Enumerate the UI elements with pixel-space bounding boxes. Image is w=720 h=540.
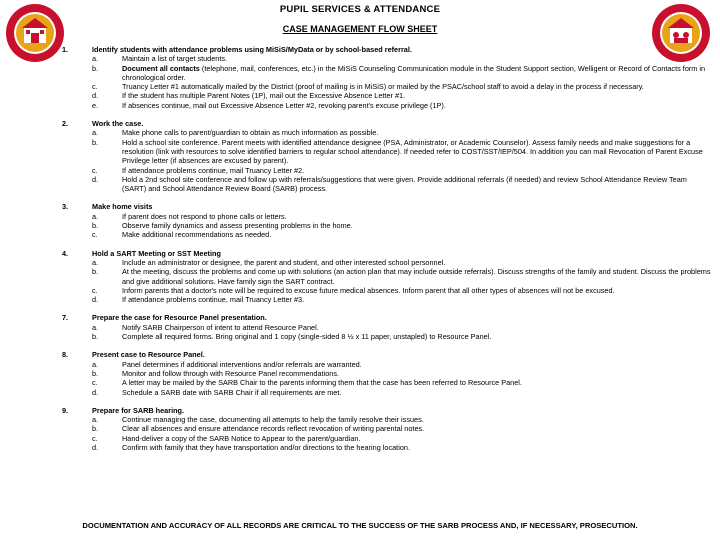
item-text: At the meeting, discuss the problems and come up with solutions (an action plan that may include outside referrals). Discuss strengths of the family and student. Discuss the problems and give additional solutions. Have family sign the SART contract. (122, 267, 711, 286)
item-text: If absences continue, mail out Excessive Absence Letter #2, revoking parent's excuse privilege (1P). (122, 100, 446, 110)
item-text: If parent does not respond to phone calls or letters. (122, 211, 287, 221)
step-number: 7. (62, 313, 69, 323)
step-title: Work the case. (92, 119, 144, 129)
step-3 (62, 202, 712, 239)
list-item (62, 369, 712, 378)
list-item (62, 360, 712, 369)
step-7 (62, 313, 712, 341)
item-letter: d. (92, 295, 99, 305)
item-text: Include an administrator or designee, the parent and student, and other interested school personnel. (122, 257, 446, 267)
list-item (62, 295, 712, 304)
list-item (62, 286, 712, 295)
list-item (62, 166, 712, 175)
document-title: PUPIL SERVICES & ATTENDANCE (279, 4, 441, 15)
step-title: Hold a SART Meeting or SST Meeting (92, 248, 221, 258)
list-item (62, 212, 712, 221)
item-emphasis: Document all contacts (122, 63, 200, 73)
item-letter: a. (92, 257, 99, 267)
item-text: If attendance problems continue, mail Truancy Letter #2. (122, 165, 305, 175)
item-letter: d. (92, 387, 99, 397)
item-text: Clear all absences and ensure attendance records reflect revocation of writing parental notes. (122, 424, 425, 434)
item-text: Monitor and follow through with Resource Panel recommendations. (122, 368, 339, 378)
step-1 (62, 45, 712, 110)
item-text: Notify SARB Chairperson of intent to attend Resource Panel. (122, 322, 319, 332)
item-text: Inform parents that a doctor's note will be required to excuse future medical absences. Inform parent that all other types of absences will not be excused. (122, 285, 615, 295)
list-item (62, 332, 712, 341)
list-item (62, 54, 712, 63)
list-item (62, 230, 712, 239)
step-number: 9. (62, 405, 69, 415)
item-letter: b. (92, 424, 99, 434)
list-item (62, 424, 712, 433)
item-letter: a. (92, 211, 99, 221)
item-text: Maintain a list of target students. (122, 54, 228, 64)
list-item (62, 82, 712, 91)
list-item (62, 64, 712, 83)
step-number: 3. (62, 202, 69, 212)
document-subtitle: CASE MANAGEMENT FLOW SHEET (282, 24, 438, 34)
list-item (62, 434, 712, 443)
item-letter: c. (92, 82, 98, 92)
list-item (62, 415, 712, 424)
list-item (62, 323, 712, 332)
step-4 (62, 249, 712, 305)
item-letter: b. (92, 137, 99, 147)
item-text: Make phone calls to parent/guardian to obtain as much information as possible. (122, 128, 379, 138)
item-letter: d. (92, 91, 99, 101)
item-text: Hand-deliver a copy of the SARB Notice to Appear to the parent/guardian. (122, 433, 361, 443)
item-letter: b. (92, 332, 99, 342)
item-text: Make additional recommendations as needed. (122, 230, 272, 240)
list-item (62, 101, 712, 110)
item-letter: b. (92, 221, 99, 231)
list-item (62, 91, 712, 100)
item-letter: c. (92, 230, 98, 240)
item-letter: c. (92, 378, 98, 388)
item-letter: a. (92, 415, 99, 425)
item-letter: b. (92, 368, 99, 378)
step-2 (62, 119, 712, 193)
item-text: Confirm with family that they have transportation and/or directions to the hearing location. (122, 442, 410, 452)
item-letter: e. (92, 100, 99, 110)
item-text: Truancy Letter #1 automatically mailed by the District (proof of mailing is in MiSiS) or mailed by the PSAC/school staff to avoid a delay in the process if necessary. (122, 82, 644, 92)
item-text: Panel determines if additional interventions and/or referrals are warranted. (122, 359, 362, 369)
step-title: Identify students with attendance problems using MiSiS/MyData or by school-based referral. (92, 45, 412, 54)
item-text: (telephone, mail, conferences, etc.) in the MiSiS Counseling Communication module in the Student Support section, Welligent or Record of Contacts form in chronological order. (122, 63, 706, 82)
item-text: Observe family dynamics and assess presenting problems in the home. (122, 221, 353, 231)
item-text: If the student has multiple Parent Notes (1P), mail out the Excessive Absence Letter #1. (122, 91, 406, 101)
step-number: 1. (62, 45, 69, 54)
list-item (62, 267, 712, 286)
item-text: Hold a 2nd school site conference and follow up with referrals/suggestions that were given. Provide additional referrals (if needed) and review School Attendance Review Team (SART) and School Attendance Review Board (SARB) process. (122, 174, 687, 194)
item-letter: b. (92, 267, 99, 277)
list-item (62, 128, 712, 137)
item-text: If attendance problems continue, mail Truancy Letter #3. (122, 295, 305, 305)
step-title: Prepare for SARB hearing. (92, 405, 185, 415)
item-letter: a. (92, 359, 99, 369)
step-number: 4. (62, 248, 69, 258)
item-text: Hold a school site conference. Parent meets with identified attendance designee (PSA, Administrator, or Academic Counselor). Assess family needs and make suggestions for a resolution (link with resources to solve identified barriers to regular school attendance). If needed refer to COST/SST/IEP/504. In addition you can mail Revocation of Parent Excuse Privilege letter (if absences are excused by parent). (122, 137, 703, 166)
list-item (62, 443, 712, 452)
item-letter: b. (92, 63, 99, 73)
documentation-notice: DOCUMENTATION AND ACCURACY OF ALL RECORDS ARE CRITICAL TO THE SUCCESS OF THE SARB PROCESS AND, IF NECESSARY, PROSECUTION. (82, 521, 638, 530)
step-number: 2. (62, 119, 69, 129)
list-item (62, 258, 712, 267)
list-item (62, 388, 712, 397)
step-title: Prepare the case for Resource Panel presentation. (92, 313, 267, 323)
item-text: Complete all required forms. Bring original and 1 copy (single-sided 8 ½ x 11 paper, unstapled) to Resource Panel. (122, 332, 492, 342)
item-text: A letter may be mailed by the SARB Chair to the parents informing them that the case has been referred to Resource Panel. (122, 378, 522, 388)
item-text: Schedule a SARB date with SARB Chair if all requirements are met. (122, 387, 342, 397)
item-letter: d. (92, 174, 99, 184)
list-item (62, 378, 712, 387)
item-letter: a. (92, 54, 99, 64)
step-title: Present case to Resource Panel. (92, 350, 205, 360)
step-8 (62, 350, 712, 396)
step-9 (62, 406, 712, 452)
item-letter: a. (92, 128, 99, 138)
step-title: Make home visits (92, 202, 153, 212)
flow-sheet-steps (62, 45, 712, 461)
item-letter: a. (92, 322, 99, 332)
item-letter: c. (92, 433, 98, 443)
list-item (62, 221, 712, 230)
list-item (62, 138, 712, 166)
item-letter: c. (92, 285, 98, 295)
document-header (0, 4, 720, 35)
item-text: Continue managing the case, documenting all attempts to help the family resolve their issues. (122, 415, 424, 425)
step-number: 8. (62, 350, 69, 360)
item-letter: c. (92, 165, 98, 175)
list-item (62, 175, 712, 194)
item-letter: d. (92, 442, 99, 452)
